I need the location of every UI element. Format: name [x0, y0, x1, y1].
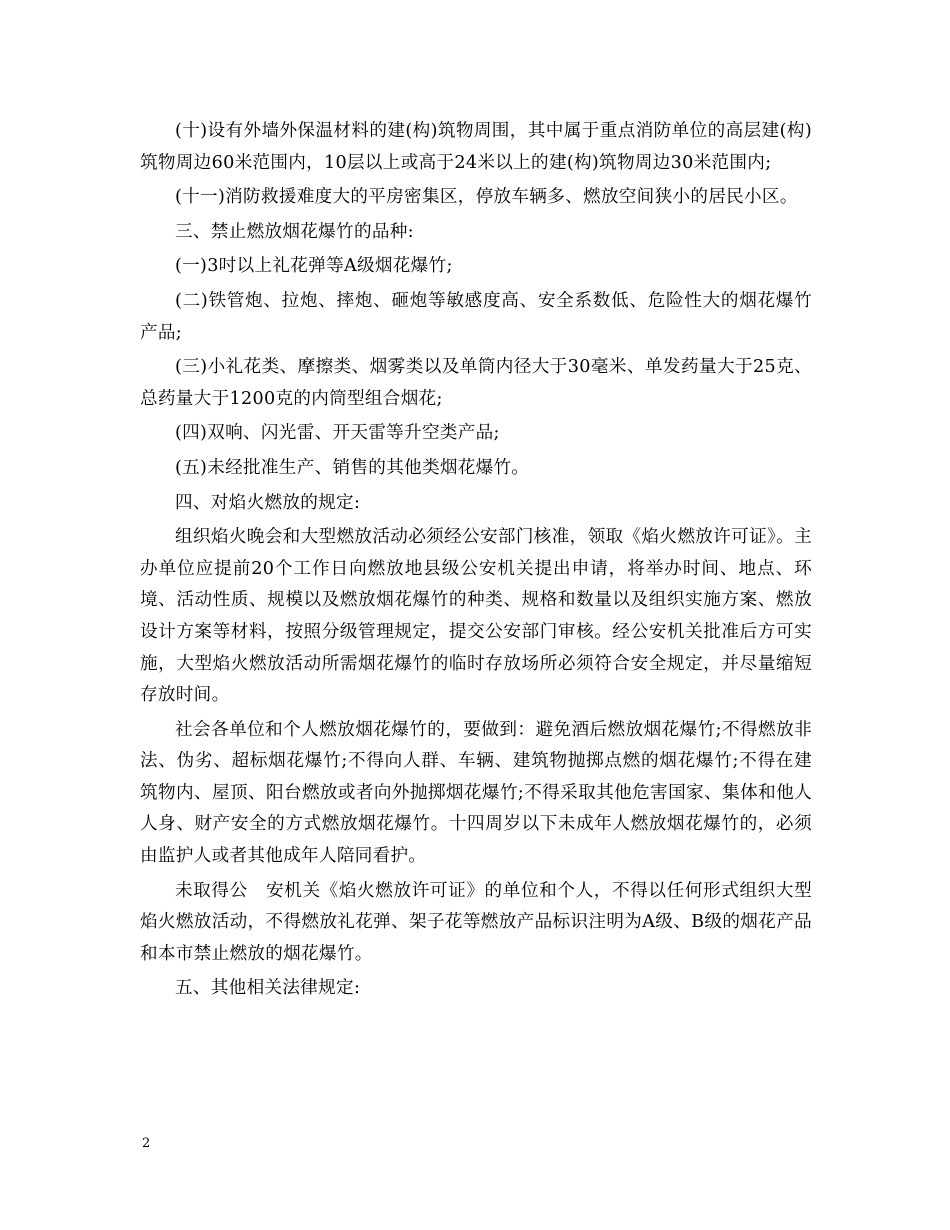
- paragraph-prohibited-type-5: (五)未经批准生产、销售的其他类烟花爆竹。: [175, 457, 530, 478]
- paragraph-prohibited-type-1: (一)3吋以上礼花弹等A级烟花爆竹;: [175, 256, 453, 277]
- paragraph-prohibited-type-3: (三)小礼花类、摩擦类、烟雾类以及单筒内径大于30毫米、单发药量大于25克、总药量大于1200克的内筒型组合烟花;: [140, 357, 812, 409]
- paragraph-individual-requirements: 社会各单位和个人燃放烟花爆竹的，要做到：避免酒后燃放烟花爆竹;不得燃放非法、伪劣、超标烟花爆竹;不得向人群、车辆、建筑物抛掷点燃的烟花爆竹;不得在建筑物内、屋顶、阳台燃放或者向外抛掷烟花爆竹;不得采取其他危害国家、集体和他人人身、财产安全的方式燃放烟花爆竹。十四周岁以下未成年人燃放烟花爆竹的，必须由监护人或者其他成年人陪同看护。: [140, 719, 812, 867]
- section-heading-fireworks-display-rules: 四、对焰火燃放的规定:: [175, 492, 361, 513]
- section-heading-other-legal-provisions: 五、其他相关法律规定:: [175, 978, 361, 999]
- paragraph-fireworks-display-permit: 组织焰火晚会和大型燃放活动必须经公安部门核准，领取《焰火燃放许可证》。主办单位应提前20个工作日向燃放地县级公安机关提出申请，将举办时间、地点、环境、活动性质、规模以及燃放烟花爆竹的种类、规格和数量以及组织实施方案、燃放设计方案等材料，按照分级管理规定，提交公安部门审核。经公安机关批准后方可实施，大型焰火燃放活动所需烟花爆竹的临时存放场所必须符合安全规定，并尽量缩短存放时间。: [140, 527, 812, 706]
- paragraph-unpermitted-restrictions: 未取得公 安机关《焰火燃放许可证》的单位和个人，不得以任何形式组织大型焰火燃放活动，不得燃放礼花弹、架子花等燃放产品标识注明为A级、B级的烟花产品和本市禁止燃放的烟花爆竹。: [140, 880, 812, 964]
- paragraph-item-11-dense-areas: (十一)消防救援难度大的平房密集区，停放车辆多、燃放空间狭小的居民小区。: [175, 187, 798, 208]
- document-body: [140, 116, 812, 1005]
- paragraph-prohibited-type-4: (四)双响、闪光雷、开天雷等升空类产品;: [175, 423, 500, 444]
- section-heading-prohibited-types: 三、禁止燃放烟花爆竹的品种:: [175, 221, 414, 242]
- paragraph-item-10-surroundings: (十)设有外墙外保温材料的建(构)筑物周围，其中属于重点消防单位的高层建(构)筑物周边60米范围内，10层以上或高于24米以上的建(构)筑物周边30米范围内;: [140, 121, 812, 173]
- page-number: 2: [142, 1136, 151, 1151]
- paragraph-prohibited-type-2: (二)铁管炮、拉炮、摔炮、砸炮等敏感度高、安全系数低、危险性大的烟花爆竹产品;: [140, 290, 812, 343]
